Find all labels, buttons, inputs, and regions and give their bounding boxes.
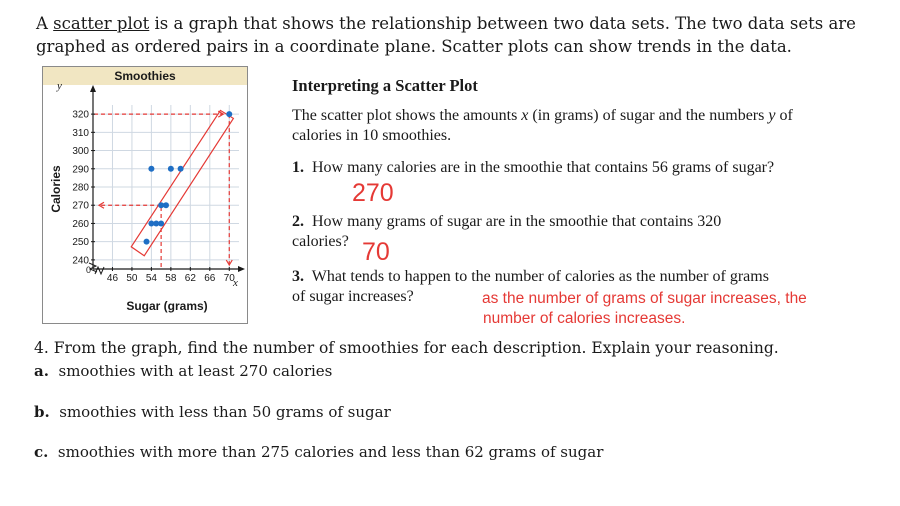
item-label: b. xyxy=(34,403,50,421)
y-tick-label: 300 xyxy=(72,146,89,158)
data-point xyxy=(158,220,164,226)
x-tick-label: 66 xyxy=(204,273,216,284)
y-tick-label: 320 xyxy=(72,109,89,121)
answer-2: 70 xyxy=(362,238,390,266)
chart-title: Smoothies xyxy=(114,69,176,83)
grid xyxy=(93,105,239,269)
desc-part: (in grams) of sugar and the numbers xyxy=(528,107,769,124)
x-tick-label: 46 xyxy=(106,273,119,284)
y-tick-label: 240 xyxy=(72,255,89,267)
answer-3 xyxy=(482,289,852,329)
intro-text-end: is a graph that shows the relationship between two data sets. The two data sets are graphed as ordered pairs in a coordinate plane. Scatter plots can show trends in the data. xyxy=(36,14,856,56)
annotation-layer xyxy=(94,110,233,267)
desc-var-y: y xyxy=(768,107,776,124)
x-axis-letter: x xyxy=(233,277,238,289)
data-point xyxy=(226,111,232,117)
data-point xyxy=(168,166,174,172)
scatter-chart xyxy=(42,66,248,324)
x-axis-break xyxy=(95,267,104,274)
y-axis-arrowhead xyxy=(90,85,96,92)
y-tick-label: 260 xyxy=(72,218,89,230)
scatter-plot-term: scatter plot xyxy=(53,14,150,33)
origin-label: 0 xyxy=(86,265,92,275)
x-tick-label: 50 xyxy=(126,273,138,284)
question-4b xyxy=(34,403,854,421)
data-points xyxy=(144,111,233,245)
question-4a xyxy=(34,362,854,380)
x-tick-label: 70 xyxy=(223,273,235,284)
answer-1: 270 xyxy=(352,179,394,207)
question-number: 3. xyxy=(292,268,304,285)
chart-svg xyxy=(43,67,247,323)
y-tick-label: 290 xyxy=(72,164,89,176)
question-number: 1. xyxy=(292,159,304,176)
y-tick-label: 250 xyxy=(72,237,89,249)
data-point xyxy=(178,166,184,172)
y-tick-label: 310 xyxy=(72,127,89,139)
item-text: smoothies with at least 270 calories xyxy=(58,362,333,380)
data-point xyxy=(158,202,164,208)
question-text: How many grams of sugar are in the smoothie that contains 320 calories? xyxy=(292,213,722,250)
data-point xyxy=(144,239,150,245)
question-4-heading: 4. From the graph, find the number of smoothies for each description. Explain your reasoning. xyxy=(34,339,779,357)
question-text: What tends to happen to the number of calories as the number of grams of sugar increases? xyxy=(292,268,769,305)
data-point xyxy=(148,166,154,172)
answer-3-line-2: number of calories increases. xyxy=(483,310,686,327)
section-description xyxy=(292,106,822,146)
x-tick-label: 58 xyxy=(165,273,177,284)
desc-part: of calories in 10 smoothies. xyxy=(292,107,793,144)
y-tick-label: 280 xyxy=(72,182,89,194)
y-axis-label: Calories xyxy=(49,165,63,213)
x-tick-label: 54 xyxy=(145,273,157,284)
question-4c xyxy=(34,443,854,461)
axes xyxy=(72,85,245,284)
item-label: c. xyxy=(34,443,49,461)
question-text: How many calories are in the smoothie that contains 56 grams of sugar? xyxy=(312,159,775,176)
question-number: 2. xyxy=(292,213,304,230)
x-axis-label: Sugar (grams) xyxy=(126,299,208,313)
answer-3-line-1: as the number of grams of sugar increases, the xyxy=(482,290,807,307)
desc-part: The scatter plot shows the amounts xyxy=(292,107,522,124)
y-axis-letter: y xyxy=(57,80,62,92)
item-label: a. xyxy=(34,362,49,380)
intro-paragraph xyxy=(36,12,876,58)
item-text: smoothies with less than 50 grams of sugar xyxy=(59,403,391,421)
y-tick-label: 270 xyxy=(72,200,89,212)
desc-var-x: x xyxy=(521,107,529,124)
section-heading: Interpreting a Scatter Plot xyxy=(292,76,478,95)
intro-text-start: A xyxy=(36,14,54,33)
question-1 xyxy=(292,158,792,178)
x-axis-arrowhead xyxy=(238,266,245,272)
item-text: smoothies with more than 275 calories and less than 62 grams of sugar xyxy=(57,443,604,461)
x-tick-label: 62 xyxy=(184,273,196,284)
